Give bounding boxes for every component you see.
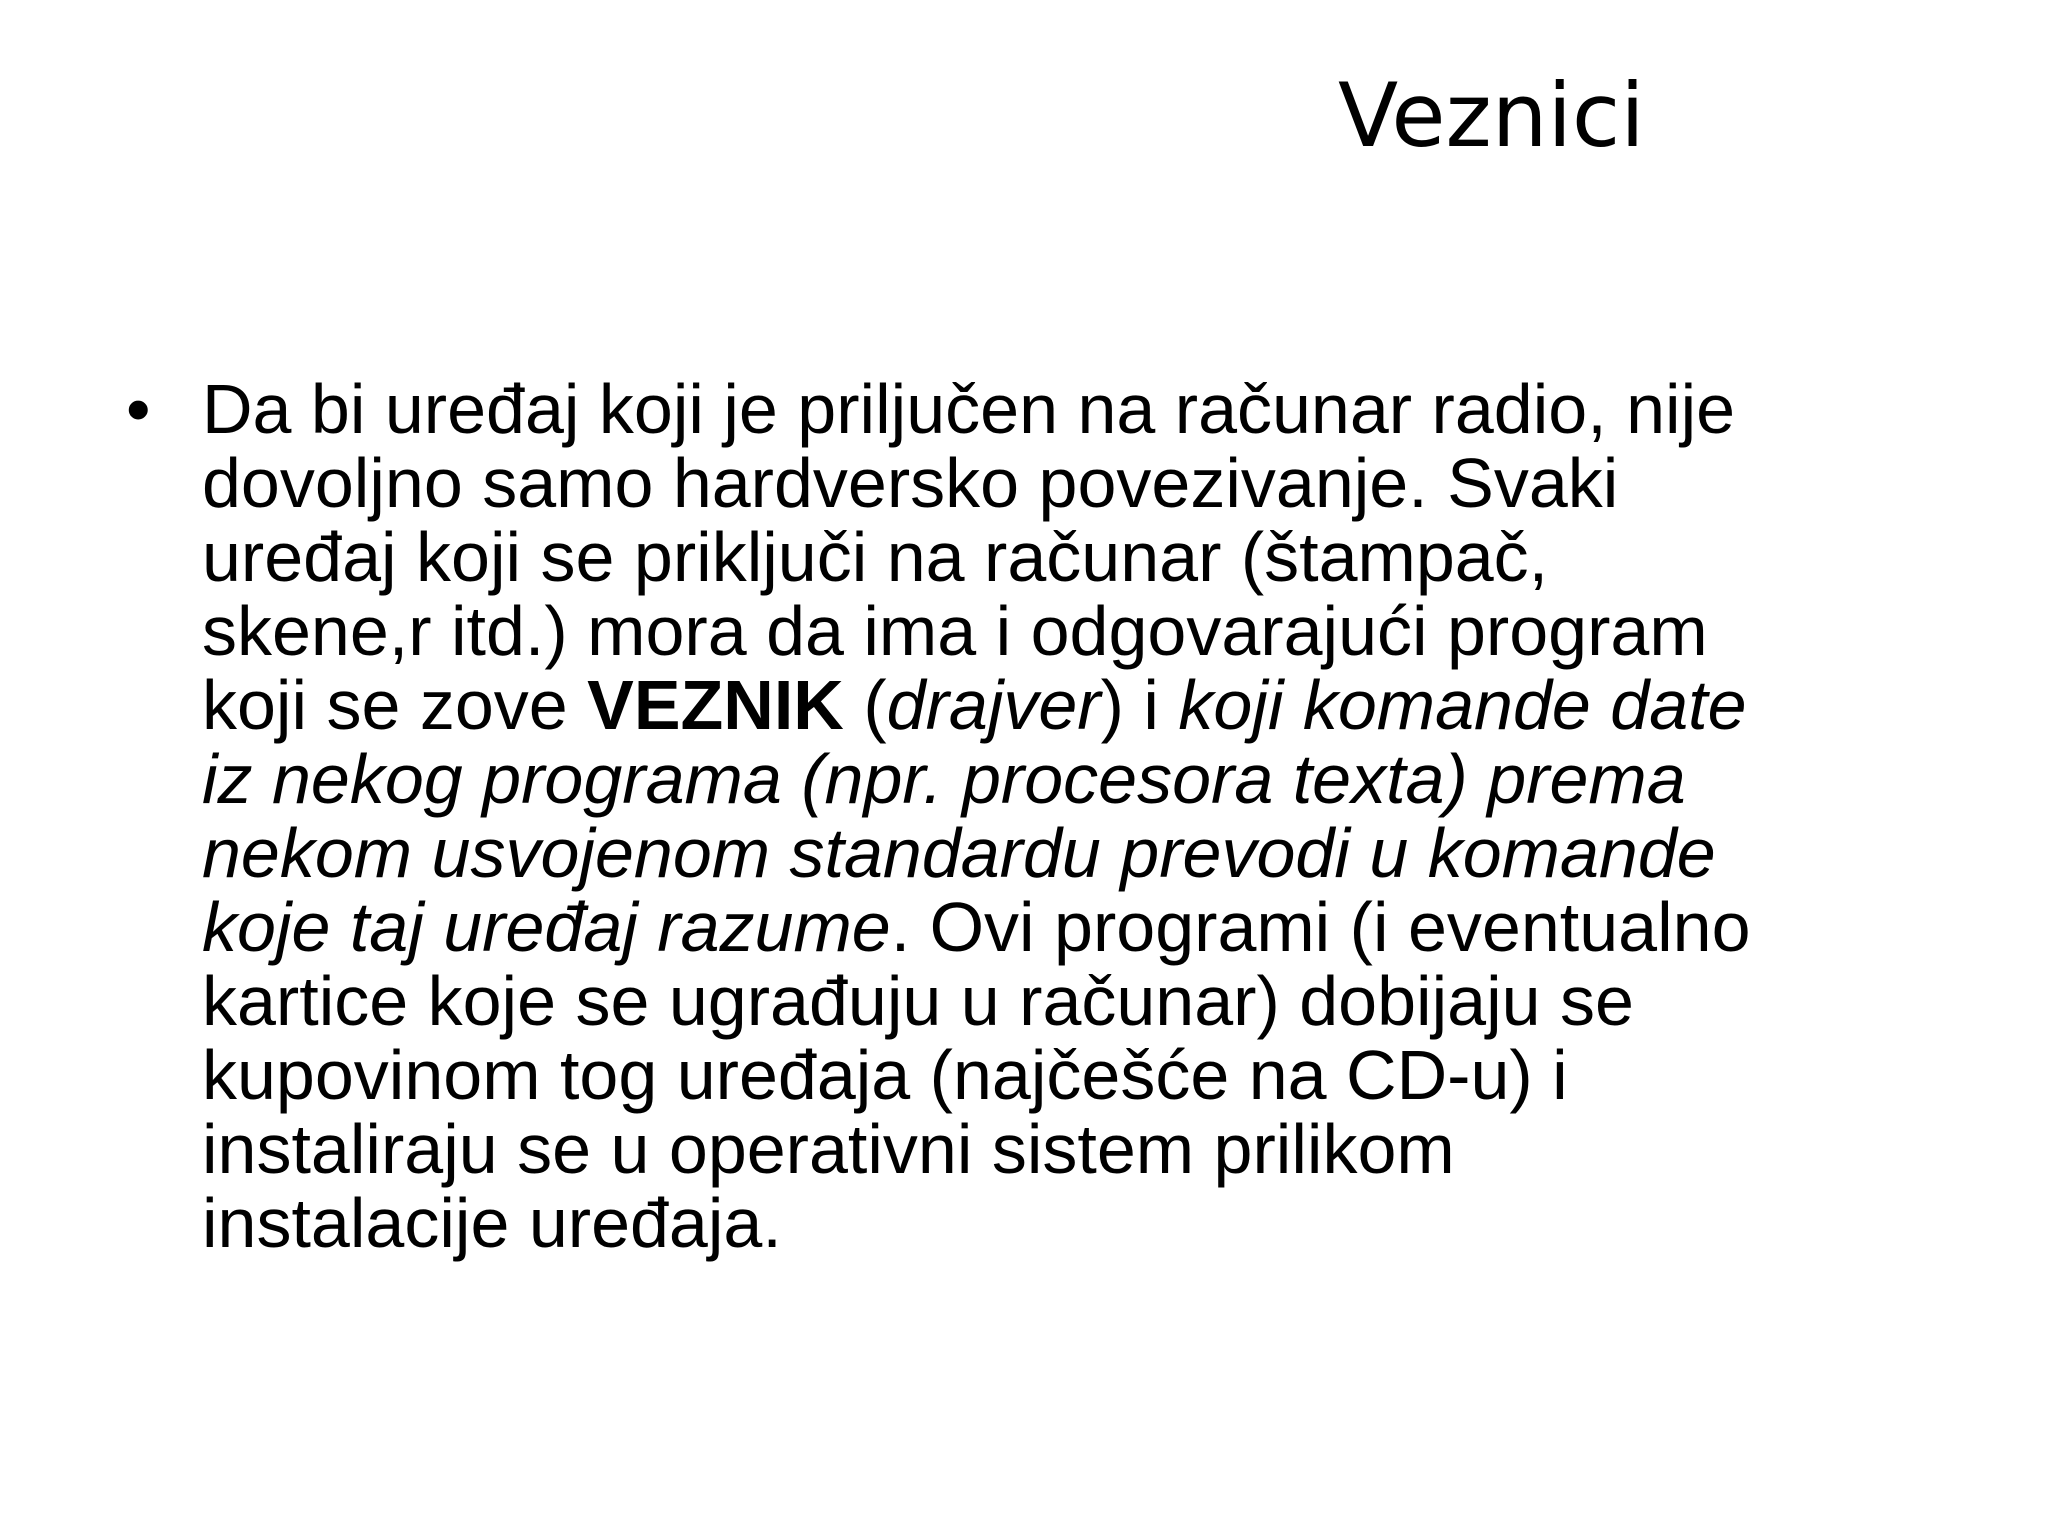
bullet-item [120, 372, 1920, 1260]
paragraph-line-6: iz nekog programa (npr. procesora texta) prema [202, 740, 1686, 818]
paragraph-line-1: Da bi uređaj koji je priljučen na računar radio, nije [202, 370, 1736, 448]
bullet-paragraph [202, 372, 2042, 1260]
line-8-italic-definition: koje taj uređaj razume [202, 888, 891, 966]
paragraph-line-3: uređaj koji se priključi na računar (štampač, [202, 518, 1549, 596]
line-8-text-b: . Ovi programi (i eventualno [890, 888, 1751, 966]
slide-title: Veznici [1338, 64, 1645, 167]
paragraph-line-11: instaliraju se u operativni sistem prilikom [202, 1110, 1455, 1188]
paragraph-line-4: skene,r itd.) mora da ima i odgovarajući program [202, 592, 1708, 670]
paragraph-line-12: instalacije uređaja. [202, 1184, 782, 1262]
bullet-list [120, 372, 1920, 1260]
line-5-text-e: ) i [1100, 666, 1179, 744]
veznik-term: VEZNIK [587, 666, 844, 744]
line-5-italic-definition: koji komande date [1178, 666, 1747, 744]
drajver-term: drajver [886, 666, 1101, 744]
line-5-text-a: koji se zove [202, 666, 588, 744]
paragraph-line-2: dovoljno samo hardversko povezivanje. Svaki [202, 444, 1619, 522]
paragraph-line-10: kupovinom tog uređaja (najčešće na CD-u) i [202, 1036, 1568, 1114]
paragraph-line-7: nekom usvojenom standardu prevodi u komande [202, 814, 1716, 892]
paragraph-line-9: kartice koje se ugrađuju u računar) dobijaju se [202, 962, 1634, 1040]
bullet-marker: • [126, 370, 151, 448]
line-5-text-c: ( [843, 666, 887, 744]
paragraph-line-5 [202, 668, 2042, 742]
paragraph-line-8 [202, 890, 2042, 964]
